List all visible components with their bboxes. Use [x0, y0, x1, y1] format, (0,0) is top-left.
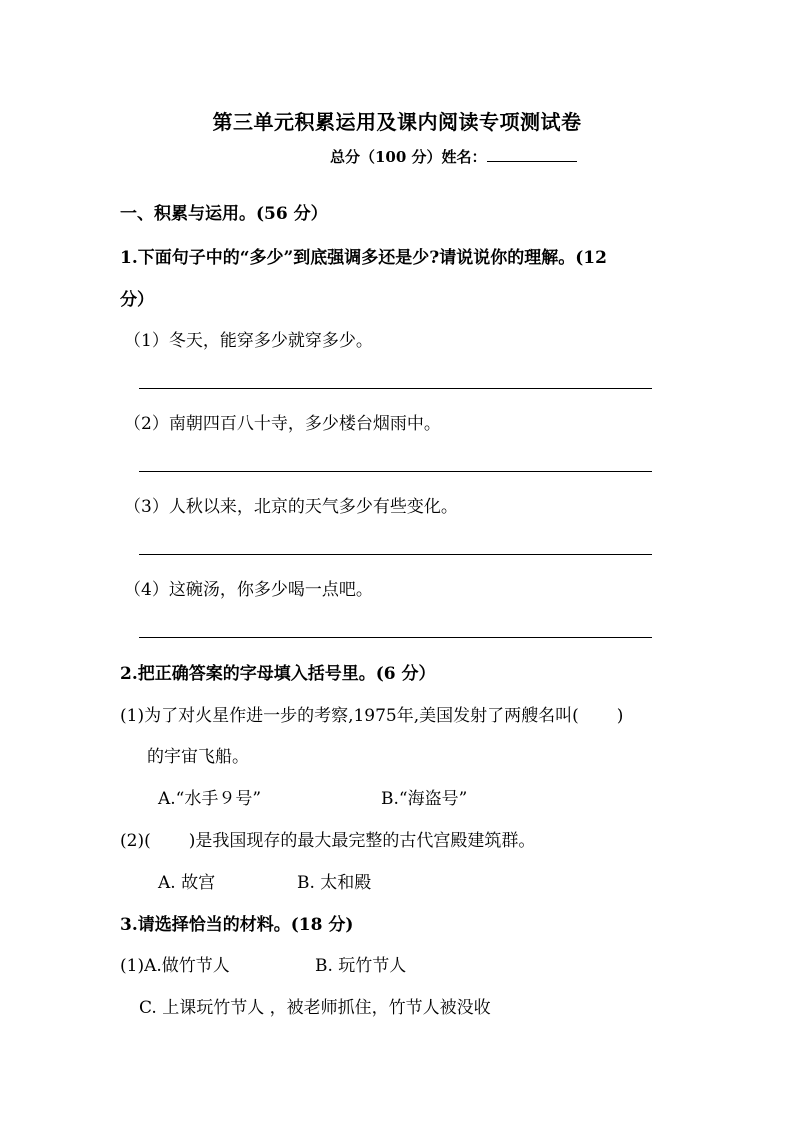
- question-2-sub-1-close: ): [616, 706, 624, 726]
- question-1-stem-cont: 分）: [120, 290, 154, 310]
- option-a: (1)A.做竹节人: [120, 956, 230, 976]
- question-1-item-1: （1）冬天，能穿多少就穿多少。: [124, 331, 373, 351]
- option-b: B. 玩竹节人: [315, 956, 407, 976]
- section-heading: 一、积累与运用。(56 分）: [120, 204, 328, 224]
- option-a: A.“水手９号”: [158, 789, 262, 809]
- answer-line-4[interactable]: [139, 637, 652, 638]
- option-c: C. 上课玩竹节人 ，被老师抓住，竹节人被没收: [139, 998, 491, 1018]
- option-b: B. 太和殿: [297, 873, 372, 893]
- question-1-item-2: （2）南朝四百八十寺，多少楼台烟雨中。: [124, 414, 441, 434]
- question-2-sub-2-text: )是我国现存的最大最完整的古代宫殿建筑群。: [188, 831, 536, 851]
- question-1-item-4: （4）这碗汤，你多少喝一点吧。: [124, 580, 373, 600]
- question-2-sub-1: [120, 705, 623, 727]
- score-name-label: 总分（100 分）姓名：: [330, 148, 487, 166]
- question-1-item-3: （3）人秋以来，北京的天气多少有些变化。: [124, 497, 458, 517]
- question-2-sub-2-open: (2)(: [120, 831, 151, 851]
- option-b: B.“海盗号”: [381, 789, 468, 809]
- question-2-sub-2: [120, 830, 535, 852]
- question-1-stem: 1.下面句子中的“多少”到底强调多还是少?请说说你的理解。(12: [120, 248, 607, 268]
- option-a: A. 故宫: [158, 873, 216, 893]
- score-name-line: [330, 145, 577, 168]
- answer-line-1[interactable]: [139, 388, 652, 389]
- name-blank[interactable]: [487, 145, 577, 162]
- question-2-stem: 2.把正确答案的字母填入括号里。(6 分）: [120, 664, 436, 684]
- question-2-sub-1-cont: 的宇宙飞船。: [147, 747, 249, 767]
- page-title: 第三单元积累运用及课内阅读专项测试卷: [212, 110, 582, 134]
- answer-line-2[interactable]: [139, 471, 652, 472]
- question-2-sub-1-text: (1)为了对火星作进一步的考察,1975年,美国发射了两艘名叫(: [120, 706, 579, 726]
- question-3-stem: 3.请选择恰当的材料。(18 分): [120, 915, 354, 935]
- answer-line-3[interactable]: [139, 554, 652, 555]
